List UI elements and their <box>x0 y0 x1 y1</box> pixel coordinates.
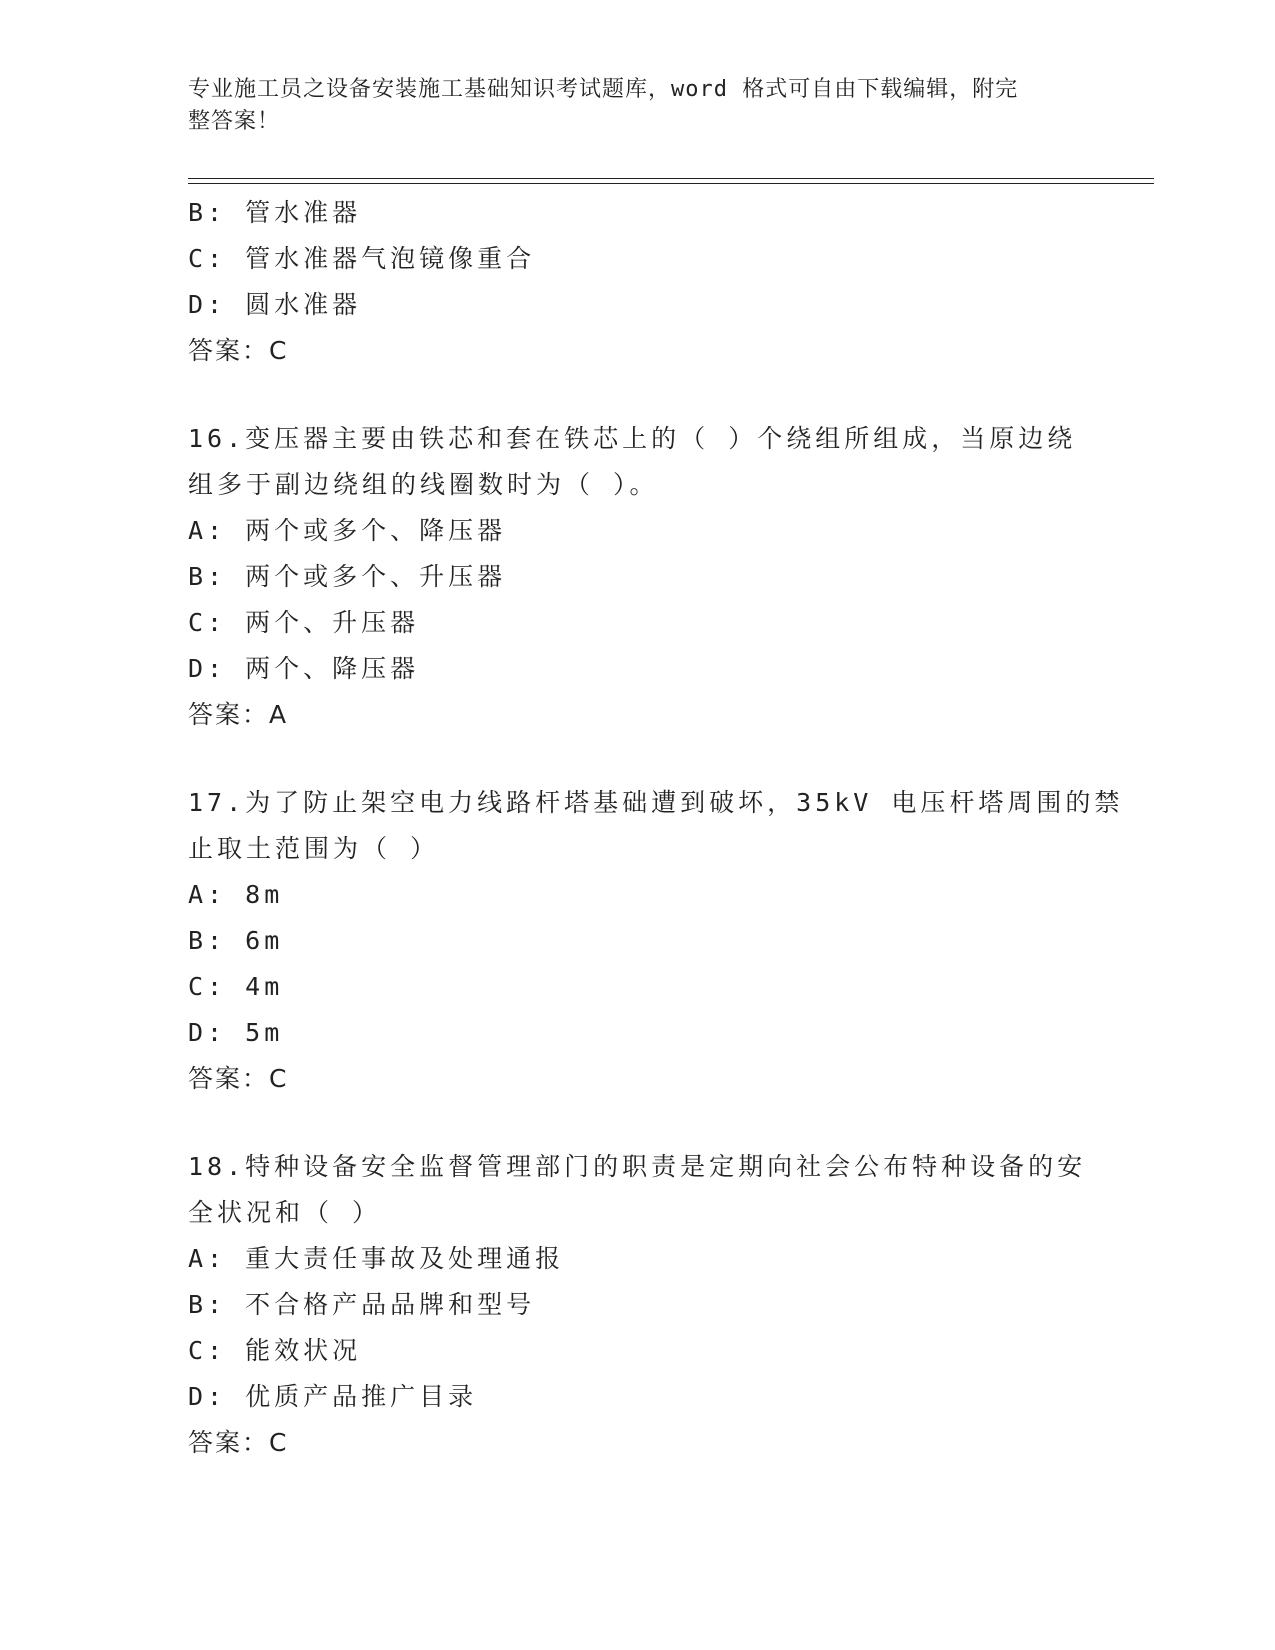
header-line-1: 专业施工员之设备安装施工基础知识考试题库，word 格式可自由下载编辑，附完 <box>188 77 1019 102</box>
question-text-line-2: 组多于副边绕组的线圈数时为（ ）。 <box>188 470 659 499</box>
option-c: C: 能效状况 <box>188 1336 362 1365</box>
page-header <box>188 74 1068 138</box>
spacer <box>188 1102 1088 1144</box>
question-text-line-1: 18.特种设备安全监督管理部门的职责是定期向社会公布特种设备的安 <box>188 1152 1087 1181</box>
option-d: D: 优质产品推广目录 <box>188 1382 478 1411</box>
option-b: B: 管水准器 <box>188 198 362 227</box>
answer-label: 答案：C <box>188 1428 289 1457</box>
option-a: A: 重大责任事故及处理通报 <box>188 1244 565 1273</box>
question-text-line-1: 16.变压器主要由铁芯和套在铁芯上的（ ）个绕组所组成，当原边绕 <box>188 424 1077 453</box>
option-c: C: 两个、升压器 <box>188 608 420 637</box>
answer-label: 答案：C <box>188 1064 289 1093</box>
answer-label: 答案：A <box>188 700 289 729</box>
option-a: A: 8m <box>188 880 284 909</box>
option-b: B: 不合格产品品牌和型号 <box>188 1290 536 1319</box>
option-c: C: 4m <box>188 972 284 1001</box>
answer-label: 答案：C <box>188 336 289 365</box>
question-17 <box>188 780 1124 1102</box>
question-18 <box>188 1144 1088 1466</box>
question-list <box>188 190 1124 1466</box>
spacer <box>188 374 1088 416</box>
option-b: B: 两个或多个、升压器 <box>188 562 507 591</box>
option-c: C: 管水准器气泡镜像重合 <box>188 244 536 273</box>
spacer <box>188 738 1088 780</box>
question-15 <box>188 190 1088 374</box>
option-b: B: 6m <box>188 926 284 955</box>
option-d: D: 5m <box>188 1018 284 1047</box>
header-line-2: 整答案！ <box>188 109 281 134</box>
option-d: D: 两个、降压器 <box>188 654 420 683</box>
question-text-line-2: 全状况和（ ） <box>188 1198 382 1227</box>
header-divider-bottom <box>188 183 1154 184</box>
question-text-line-2: 止取土范围为（ ） <box>188 834 440 863</box>
question-text-line-1: 17.为了防止架空电力线路杆塔基础遭到破坏，35kV 电压杆塔周围的禁 <box>188 788 1124 817</box>
question-16 <box>188 416 1088 738</box>
option-d: D: 圆水准器 <box>188 290 362 319</box>
header-divider-top <box>188 178 1154 179</box>
option-a: A: 两个或多个、降压器 <box>188 516 507 545</box>
